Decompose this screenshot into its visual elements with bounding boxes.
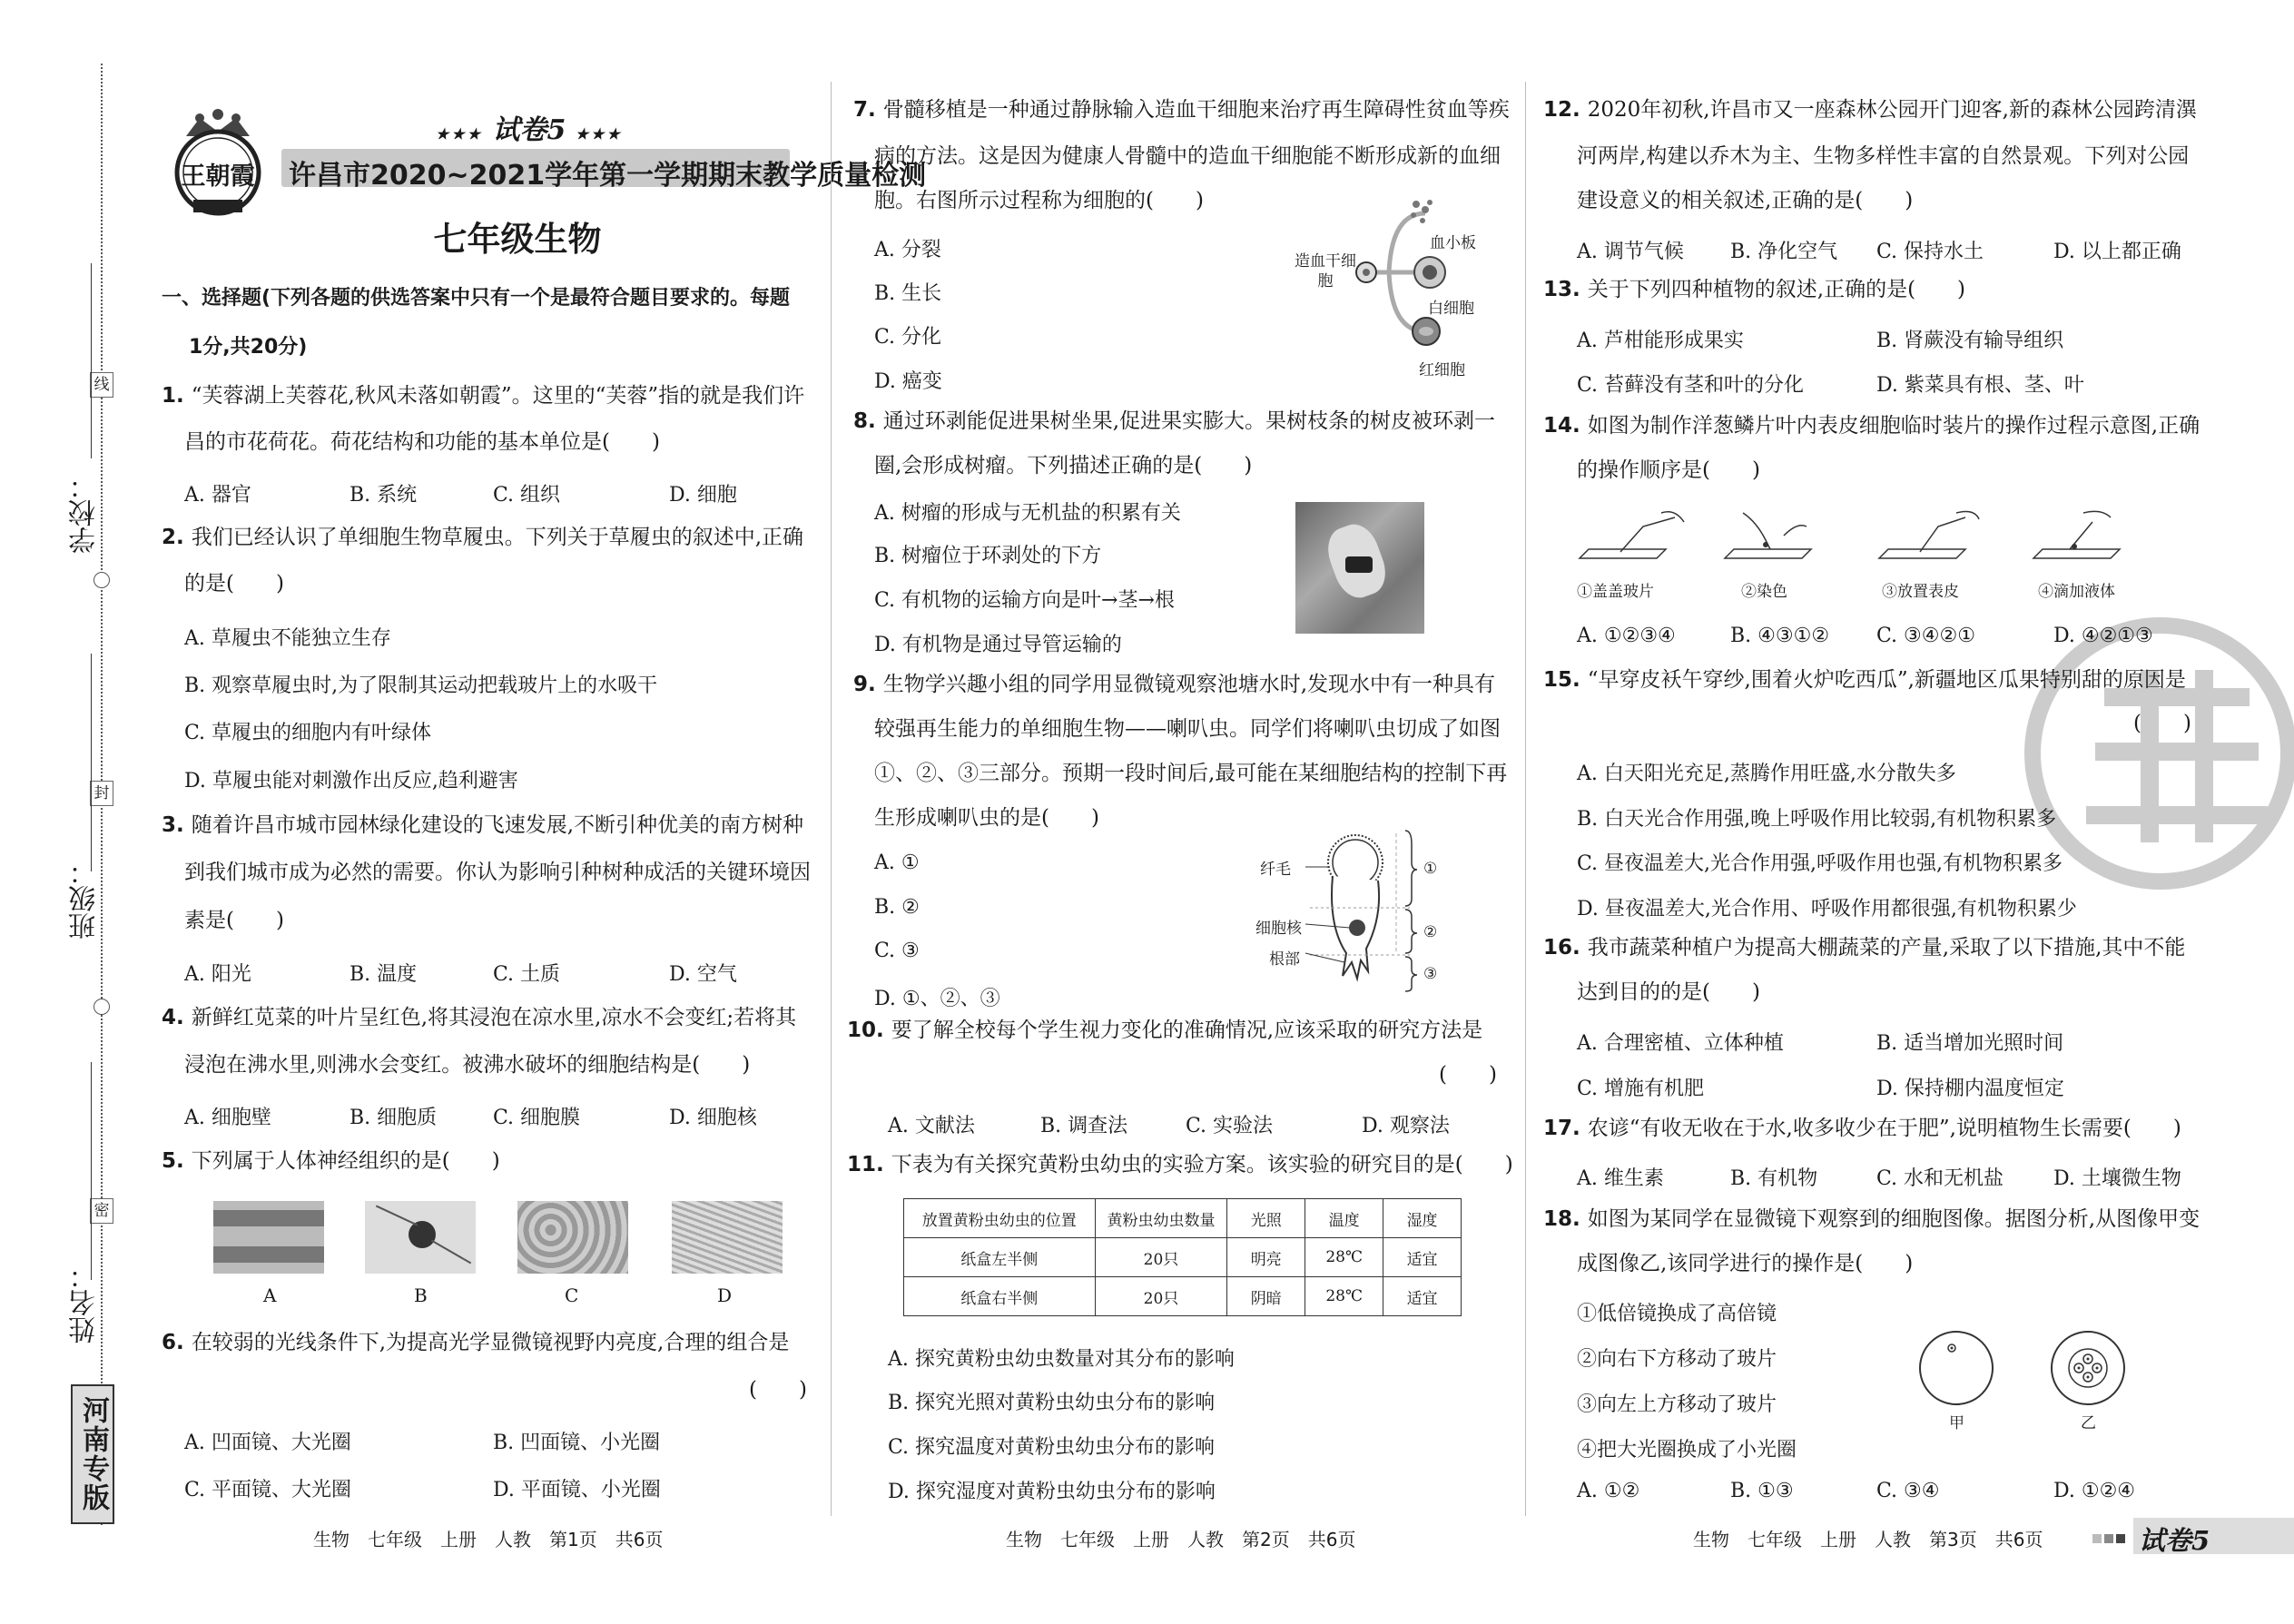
option-5a[interactable]: A xyxy=(263,1284,277,1306)
option-4a[interactable]: A. 细胞壁 xyxy=(184,1107,271,1129)
star-icon: ★★★ xyxy=(575,125,623,143)
option-11b[interactable]: B. 探究光照对黄粉虫幼虫分布的影响 xyxy=(888,1392,1216,1414)
option-10d[interactable]: D. 观察法 xyxy=(1362,1115,1450,1137)
option-15b[interactable]: B. 白天光合作用强,晚上呼吸作用比较弱,有机物积累多 xyxy=(1577,808,2057,831)
table-cell: 20只 xyxy=(1095,1277,1227,1316)
binding-tag-feng: 封 xyxy=(90,781,113,806)
question-7: 7. 骨髓移植是一种通过静脉输入造血干细胞来治疗再生障碍性贫血等疾 xyxy=(853,98,1510,122)
question-7-line3: 胞。右图所示过程称为细胞的( ) xyxy=(874,189,1204,212)
option-1c[interactable]: C. 组织 xyxy=(493,484,561,507)
part-1-label: ① xyxy=(1423,860,1438,878)
option-1d[interactable]: D. 细胞 xyxy=(669,484,737,507)
table-cell: 纸盒右半侧 xyxy=(904,1277,1096,1316)
white-cell-label: 白细胞 xyxy=(1428,300,1474,318)
edition-label: 河南专版 xyxy=(77,1396,109,1512)
option-7d[interactable]: D. 癌变 xyxy=(874,370,942,393)
question-5: 5. 下列属于人体神经组织的是( ) xyxy=(162,1149,500,1173)
paper-badge: ★★★ 试卷5 ★★★ xyxy=(436,114,623,146)
option-3a[interactable]: A. 阳光 xyxy=(184,963,251,986)
table-cell: 纸盒左半侧 xyxy=(904,1238,1096,1277)
view-yi-label: 乙 xyxy=(2081,1414,2096,1432)
name-underline xyxy=(91,1062,92,1280)
option-18b[interactable]: B. ①③ xyxy=(1730,1480,1794,1502)
option-11d[interactable]: D. 探究湿度对黄粉虫幼虫分布的影响 xyxy=(888,1481,1216,1503)
option-4c[interactable]: C. 细胞膜 xyxy=(493,1107,581,1129)
table-header: 湿度 xyxy=(1383,1199,1462,1238)
option-18a[interactable]: A. ①② xyxy=(1577,1480,1640,1502)
option-14b[interactable]: B. ④③①② xyxy=(1730,625,1830,647)
footer-squares xyxy=(2092,1530,2125,1547)
table-header: 温度 xyxy=(1305,1199,1383,1238)
option-18c[interactable]: C. ③④ xyxy=(1876,1480,1940,1502)
option-1b[interactable]: B. 系统 xyxy=(350,484,418,507)
option-17b[interactable]: B. 有机物 xyxy=(1730,1167,1818,1190)
question-18-line2: 成图像乙,该同学进行的操作是( ) xyxy=(1577,1252,1914,1275)
section-heading: 一、选择题(下列各题的供选答案中只有一个是最符合题目要求的。每题 xyxy=(162,287,791,310)
answer-bracket-6[interactable]: ( ) xyxy=(749,1378,807,1402)
page-footer-3: 生物 七年级 上册 人教 第3页 共6页 xyxy=(1693,1529,2043,1550)
step-3-label: ③放置表皮 xyxy=(1882,583,1959,601)
exam-title: 许昌市2020~2021学年第一学期期末教学质量检测 xyxy=(289,160,927,192)
star-icon: ★★★ xyxy=(436,125,484,143)
page-footer-2: 生物 七年级 上册 人教 第2页 共6页 xyxy=(1006,1529,1356,1550)
option-6a[interactable]: A. 凹面镜、大光圈 xyxy=(184,1432,351,1454)
binding-hole xyxy=(94,572,110,588)
column-divider xyxy=(831,82,832,1516)
question-4: 4. 新鲜红苋菜的叶片呈红色,将其浸泡在凉水里,凉水不会变红;若将其 xyxy=(162,1006,797,1029)
question-8-line2: 圈,会形成树瘤。下列描述正确的是( ) xyxy=(874,454,1253,477)
question-12-line2: 河两岸,构建以乔木为主、生物多样性丰富的自然景观。下列对公园 xyxy=(1577,144,2190,168)
tissue-image-b[interactable] xyxy=(365,1201,476,1274)
option-7a[interactable]: A. 分裂 xyxy=(874,239,941,261)
logo-text: 王朝霞 xyxy=(181,162,255,191)
table-header: 黄粉虫幼虫数量 xyxy=(1095,1199,1227,1238)
option-16c[interactable]: C. 增施有机肥 xyxy=(1577,1078,1705,1100)
question-9: 9. 生物学兴趣小组的同学用显微镜观察池塘水时,发现水中有一种具有 xyxy=(853,673,1496,696)
question-6: 6. 在较弱的光线条件下,为提高光学显微镜视野内亮度,合理的组合是 xyxy=(162,1331,790,1354)
option-16d[interactable]: D. 保持棚内温度恒定 xyxy=(1876,1078,2064,1100)
question-8: 8. 通过环剥能促进果树坐果,促进果实膨大。果树枝条的树皮被环剥一 xyxy=(853,409,1496,433)
option-14a[interactable]: A. ①②③④ xyxy=(1577,625,1676,647)
statement-18-3: ③向左上方移动了玻片 xyxy=(1577,1393,1777,1416)
option-8c[interactable]: C. 有机物的运输方向是叶→茎→根 xyxy=(874,589,1175,612)
question-11: 11. 下表为有关探究黄粉虫幼虫的实验方案。该实验的研究目的是( ) xyxy=(847,1153,1513,1176)
table-cell: 20只 xyxy=(1095,1238,1227,1277)
option-2c[interactable]: C. 草履虫的细胞内有叶绿体 xyxy=(184,722,432,744)
girdled-branch-photo xyxy=(1295,502,1424,634)
option-1a[interactable]: A. 器官 xyxy=(184,484,251,507)
platelet-label: 血小板 xyxy=(1430,234,1476,252)
option-14c[interactable]: C. ③④②① xyxy=(1876,625,1975,647)
option-8b[interactable]: B. 树瘤位于环剥处的下方 xyxy=(874,545,1102,567)
option-15d[interactable]: D. 昼夜温差大,光合作用、呼吸作用都很强,有机物积累少 xyxy=(1577,898,2077,920)
experiment-table xyxy=(903,1198,1462,1316)
option-6d[interactable]: D. 平面镜、小光圈 xyxy=(493,1479,661,1501)
step-4-label: ④滴加液体 xyxy=(2038,583,2115,601)
question-16-line2: 达到目的的是( ) xyxy=(1577,980,1760,1004)
option-13b[interactable]: B. 肾蕨没有输导组织 xyxy=(1876,330,2064,352)
table-header: 光照 xyxy=(1227,1199,1305,1238)
question-1: 1. “芙蓉湖上芙蓉花,秋风未落如朝霞”。这里的“芙蓉”指的就是我们许 xyxy=(162,384,805,408)
option-11c[interactable]: C. 探究温度对黄粉虫幼虫分布的影响 xyxy=(888,1436,1216,1459)
question-14: 14. 如图为制作洋葱鳞片叶内表皮细胞临时装片的操作过程示意图,正确 xyxy=(1543,414,2200,438)
option-15c[interactable]: C. 昼夜温差大,光合作用强,呼吸作用也强,有机物积累多 xyxy=(1577,852,2063,875)
question-17: 17. 农谚“有收无收在于水,收多收少在于肥”,说明植物生长需要( ) xyxy=(1543,1117,2181,1140)
option-3c[interactable]: C. 土质 xyxy=(493,963,561,986)
table-cell: 阴暗 xyxy=(1227,1277,1305,1316)
option-9d[interactable]: D. ①、②、③ xyxy=(874,988,1000,1010)
edition-box xyxy=(71,1384,114,1524)
table-cell: 适宜 xyxy=(1383,1238,1462,1277)
option-12d[interactable]: D. 以上都正确 xyxy=(2053,241,2181,263)
question-9-line4: 生形成喇叭虫的是( ) xyxy=(874,806,1099,830)
option-18d[interactable]: D. ①②④ xyxy=(2053,1480,2136,1502)
option-10b[interactable]: B. 调查法 xyxy=(1040,1115,1128,1137)
table-cell: 28℃ xyxy=(1305,1238,1383,1277)
option-8d[interactable]: D. 有机物是通过导管运输的 xyxy=(874,634,1122,656)
school-underline xyxy=(91,263,92,458)
answer-bracket-15[interactable]: ( ) xyxy=(2133,712,2191,735)
option-5b[interactable]: B xyxy=(414,1284,428,1306)
question-9-line2: 较强再生能力的单细胞生物——喇叭虫。同学们将喇叭虫切成了如图 xyxy=(874,717,1501,741)
statement-18-4: ④把大光圈换成了小光圈 xyxy=(1577,1439,1797,1462)
question-3-line2: 到我们城市成为必然的需要。你认为影响引种树种成活的关键环境因 xyxy=(184,861,811,884)
question-10: 10. 要了解全校每个学生视力变化的准确情况,应该采取的研究方法是 xyxy=(847,1019,1483,1042)
option-9b[interactable]: B. ② xyxy=(874,896,920,919)
cilia-label: 纤毛 xyxy=(1260,861,1291,879)
subject-title: 七年级生物 xyxy=(433,220,602,259)
section-heading-2: 1分,共20分) xyxy=(189,336,308,359)
question-13: 13. 关于下列四种植物的叙述,正确的是( ) xyxy=(1543,278,1966,301)
question-4-line2: 浸泡在沸水里,则沸水会变红。被沸水破坏的细胞结构是( ) xyxy=(184,1053,751,1077)
table-header: 放置黄粉虫幼虫的位置 xyxy=(904,1199,1096,1238)
watermark-seal xyxy=(2024,617,2294,890)
table-row xyxy=(904,1238,1462,1277)
option-7b[interactable]: B. 生长 xyxy=(874,282,942,305)
question-3: 3. 随着许昌市城市园林绿化建设的飞速发展,不断引种优美的南方树种 xyxy=(162,813,804,837)
question-1-line2: 昌的市花荷花。荷花结构和功能的基本单位是( ) xyxy=(184,430,660,454)
option-17d[interactable]: D. 土壤微生物 xyxy=(2053,1167,2181,1190)
option-2b[interactable]: B. 观察草履虫时,为了限制其运动把载玻片上的水吸干 xyxy=(184,674,658,697)
option-12c[interactable]: C. 保持水土 xyxy=(1876,241,1984,263)
answer-bracket-10[interactable]: ( ) xyxy=(1439,1063,1497,1087)
question-14-line2: 的操作顺序是( ) xyxy=(1577,458,1760,482)
statement-18-1: ①低倍镜换成了高倍镜 xyxy=(1577,1303,1777,1325)
option-13a[interactable]: A. 芦柑能形成果实 xyxy=(1577,330,1744,352)
option-3b[interactable]: B. 温度 xyxy=(350,963,418,986)
question-2: 2. 我们已经认识了单细胞生物草履虫。下列关于草履虫的叙述中,正确 xyxy=(162,526,804,549)
table-cell: 28℃ xyxy=(1305,1277,1383,1316)
option-5d[interactable]: D xyxy=(717,1284,733,1306)
question-18: 18. 如图为某同学在显微镜下观察到的细胞图像。据图分析,从图像甲变 xyxy=(1543,1207,2200,1231)
option-16a[interactable]: A. 合理密植、立体种植 xyxy=(1577,1032,1784,1055)
option-6b[interactable]: B. 凹面镜、小光圈 xyxy=(493,1432,661,1454)
nucleus-label: 细胞核 xyxy=(1255,920,1302,938)
class-underline xyxy=(91,654,92,871)
slide-prep-diagram xyxy=(1575,508,2174,599)
tissue-image-c[interactable] xyxy=(517,1201,628,1274)
view-jia-label: 甲 xyxy=(1949,1414,1964,1432)
option-16b[interactable]: B. 适当增加光照时间 xyxy=(1876,1032,2064,1055)
binding-hole xyxy=(94,999,110,1015)
option-14d[interactable]: D. ④②①③ xyxy=(2053,625,2153,647)
option-2a[interactable]: A. 草履虫不能独立生存 xyxy=(184,627,391,650)
step-2-label: ②染色 xyxy=(1741,583,1787,601)
option-12a[interactable]: A. 调节气候 xyxy=(1577,241,1684,263)
option-9c[interactable]: C. ③ xyxy=(874,940,920,962)
option-11a[interactable]: A. 探究黄粉虫幼虫数量对其分布的影响 xyxy=(888,1348,1235,1371)
option-12b[interactable]: B. 净化空气 xyxy=(1730,241,1838,263)
option-4b[interactable]: B. 细胞质 xyxy=(350,1107,438,1129)
table-row xyxy=(904,1277,1462,1316)
question-9-line3: ①、②、③三部分。预期一段时间后,最可能在某细胞结构的控制下再 xyxy=(874,762,1508,785)
option-13c[interactable]: C. 苔藓没有茎和叶的分化 xyxy=(1577,374,1805,397)
question-16: 16. 我市蔬菜种植户为提高大棚蔬菜的产量,采取了以下措施,其中不能 xyxy=(1543,936,2186,960)
publisher-logo xyxy=(150,109,286,218)
table-cell: 明亮 xyxy=(1227,1238,1305,1277)
name-label: 姓名： xyxy=(69,1262,101,1343)
question-7-line2: 病的方法。这是因为健康人骨髓中的造血干细胞能不断形成新的血细 xyxy=(874,144,1501,168)
class-label: 班级： xyxy=(69,858,101,940)
option-10a[interactable]: A. 文献法 xyxy=(888,1115,975,1137)
option-8a[interactable]: A. 树瘤的形成与无机盐的积累有关 xyxy=(874,502,1181,525)
school-label: 学校： xyxy=(69,472,101,554)
binding-tag-xian: 线 xyxy=(90,372,113,398)
stentor-diagram xyxy=(1255,826,1464,994)
option-13d[interactable]: D. 紫菜具有根、茎、叶 xyxy=(1876,374,2084,397)
option-9a[interactable]: A. ① xyxy=(874,851,920,874)
option-4d[interactable]: D. 细胞核 xyxy=(669,1107,757,1129)
part-2-label: ② xyxy=(1423,923,1438,941)
option-17c[interactable]: C. 水和无机盐 xyxy=(1876,1167,2004,1190)
page-footer-1: 生物 七年级 上册 人教 第1页 共6页 xyxy=(313,1529,664,1550)
table-cell: 适宜 xyxy=(1383,1277,1462,1316)
red-cell-label: 红细胞 xyxy=(1419,361,1465,379)
column-divider xyxy=(1525,82,1526,1516)
question-2-line2: 的是( ) xyxy=(184,572,284,595)
tissue-image-d[interactable] xyxy=(672,1201,783,1274)
option-6c[interactable]: C. 平面镜、大光圈 xyxy=(184,1479,352,1501)
part-3-label: ③ xyxy=(1423,965,1438,983)
step-1-label: ①盖盖玻片 xyxy=(1577,583,1654,601)
root-label: 根部 xyxy=(1269,950,1300,969)
tissue-image-a[interactable] xyxy=(213,1201,324,1274)
stem-cell-label: 造血干细胞 xyxy=(1295,252,1356,290)
option-2d[interactable]: D. 草履虫能对刺激作出反应,趋利避害 xyxy=(184,770,518,792)
stem-cell-diagram xyxy=(1294,195,1502,377)
option-7c[interactable]: C. 分化 xyxy=(874,326,942,349)
binding-tag-mi: 密 xyxy=(90,1198,113,1224)
statement-18-2: ②向右下方移动了玻片 xyxy=(1577,1348,1777,1371)
option-5c[interactable]: C xyxy=(565,1284,579,1306)
question-12-line3: 建设意义的相关叙述,正确的是( ) xyxy=(1577,189,1914,212)
option-10c[interactable]: C. 实验法 xyxy=(1186,1115,1274,1137)
question-3-line3: 素是( ) xyxy=(184,909,284,932)
question-12: 12. 2020年初秋,许昌市又一座森林公园开门迎客,新的森林公园跨清潩 xyxy=(1543,98,2197,122)
option-17a[interactable]: A. 维生素 xyxy=(1577,1167,1664,1190)
question-15: 15. “早穿皮袄午穿纱,围着火炉吃西瓜”,新疆地区瓜果特别甜的原因是 xyxy=(1543,668,2186,692)
microscope-views xyxy=(1915,1330,2133,1430)
option-3d[interactable]: D. 空气 xyxy=(669,963,737,986)
footer-badge: 试卷5 xyxy=(2139,1525,2210,1556)
option-15a[interactable]: A. 白天阳光充足,蒸腾作用旺盛,水分散失多 xyxy=(1577,763,1956,785)
